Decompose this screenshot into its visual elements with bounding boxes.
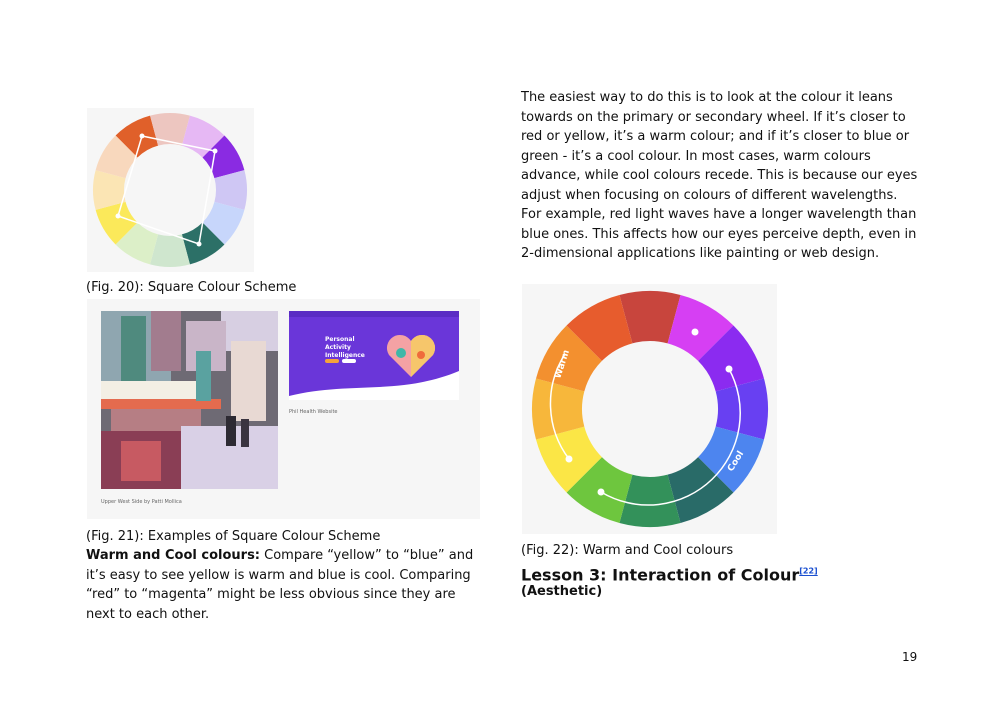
arc-dot-top (692, 329, 699, 336)
warm-cool-paragraph (86, 546, 482, 624)
fig21-panel (87, 299, 480, 519)
warm-cool-heading: Warm and Cool colours: (86, 548, 261, 563)
fig20-square-colour-wheel (87, 108, 254, 272)
square-scheme-vertex (197, 242, 202, 247)
square-scheme-vertex (116, 214, 121, 219)
cool-label: Cool (726, 449, 747, 474)
intro-paragraph: The easiest way to do this is to look at the colour it leans towards on the primary or secondary wheel. If it’s closer to red or yellow, it’s a warm colour; and if it’s closer to blue or green - it’s a cool colour. In most cases, warm colours advance, while cool colours recede. This is because our eyes adjust when focusing on colours of different wavelengths. For example, red light waves have a longer wavelength than blue ones. This affects how our eyes perceive depth, even in 2-dimensional applications like painting or web design. (521, 90, 918, 261)
warm-arc-end-dot (566, 456, 573, 463)
fig20-panel (87, 108, 254, 272)
fig20-caption: (Fig. 20): Square Colour Scheme (86, 280, 297, 295)
painting-image (101, 311, 278, 489)
warm-cool-text: Compare “yellow” to “blue” and it’s easy to see yellow is warm and blue is cool. Comparing “red” to “magenta” might be less obvious since they are next to each other. (86, 548, 474, 622)
lesson-title: Lesson 3: Interaction of Colour (521, 565, 800, 585)
square-scheme-vertex (140, 134, 145, 139)
website-credit: Phil Health Website (289, 409, 338, 415)
fig22-warm-cool-wheel (522, 284, 777, 534)
lesson-subtitle: (Aesthetic) (521, 584, 603, 599)
lesson-reference-link[interactable]: [22] (799, 567, 818, 576)
page-number: 19 (902, 650, 918, 664)
fig22-caption: (Fig. 22): Warm and Cool colours (521, 543, 734, 558)
website-title: Personal Activity Intelligence (325, 336, 365, 359)
website-screenshot (289, 311, 459, 400)
cool-arc-end-dot (598, 489, 605, 496)
painting-credit: Upper West Side by Patti Mollica (101, 499, 182, 505)
arc-dot-right (726, 366, 733, 373)
warm-label: Warm (553, 348, 572, 380)
fig21-caption: (Fig. 21): Examples of Square Colour Scheme (86, 529, 381, 544)
lesson-heading (521, 561, 818, 586)
square-scheme-vertex (213, 149, 218, 154)
fig22-panel (522, 284, 777, 534)
